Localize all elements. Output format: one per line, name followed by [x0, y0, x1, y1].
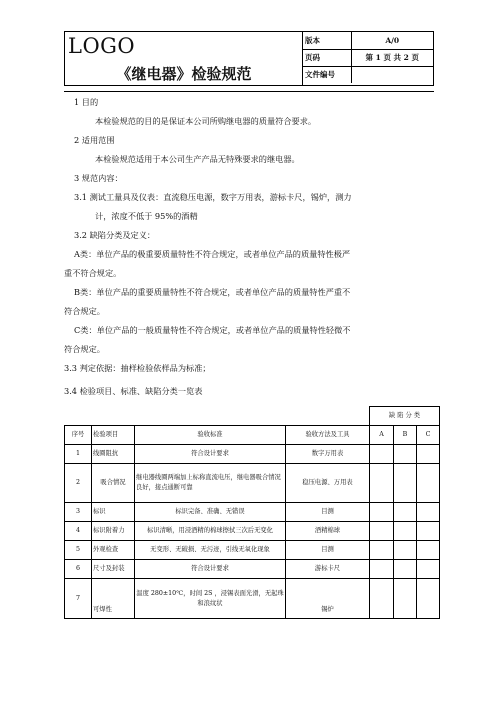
row-item: 吸合情况: [92, 464, 135, 503]
meta-row-doc-number: [303, 66, 433, 83]
row-no: 1: [65, 445, 92, 464]
meta-row-version: [303, 32, 433, 49]
row-standard: 符合设计要求: [135, 560, 286, 579]
row-method: 锡炉: [286, 579, 370, 619]
meta-label: 版本: [303, 32, 351, 49]
class-a-line-2: 重不符合规定。: [64, 268, 122, 278]
section-3-heading: 3 规范内容：: [74, 173, 123, 183]
table-row: [65, 464, 440, 503]
section-1-body: 本检验规范的目的是保证本公司所购继电器的质量符合要求。: [95, 116, 317, 126]
row-no: 3: [65, 503, 92, 522]
col-header-a: A: [370, 426, 394, 445]
row-item: 线圈阻抗: [92, 445, 135, 464]
meta-value: A/0: [351, 32, 433, 49]
table-row: [65, 560, 440, 579]
header-meta-table: [303, 32, 433, 83]
row-standard: 标识完备、准确、无错误: [135, 503, 286, 522]
row-class-b: [394, 579, 417, 619]
row-class-b: [394, 503, 417, 522]
document-title: 《继电器》检验规范: [116, 65, 252, 83]
row-method: 目测: [286, 503, 370, 522]
row-item: 标识: [92, 503, 135, 522]
row-method: 游标卡尺: [286, 560, 370, 579]
meta-value: [351, 66, 433, 83]
col-header-c: C: [417, 426, 440, 445]
row-item: 外观检查: [92, 541, 135, 560]
row-standard: 无变形、无破损、无污迹，引线无氧化现象: [135, 541, 286, 560]
section-3-1-line-2: 计，浓度不低于 95%的酒精: [95, 211, 198, 221]
company-logo: LOGO: [68, 34, 136, 58]
row-class-a: [370, 445, 394, 464]
table-row: [65, 503, 440, 522]
table-defect-header-row: [65, 407, 440, 426]
row-class-c: [417, 522, 440, 541]
class-a-line-1: A类：单位产品的极重要质量特性不符合规定，或者单位产品的质量特性极严: [74, 249, 351, 259]
row-class-b: [394, 464, 417, 503]
col-header-no: 序号: [65, 426, 92, 445]
inspection-table: [64, 406, 440, 619]
class-c-line-1: C类：单位产品的一般质量特性不符合规定，或者单位产品的质量特性轻微不: [74, 325, 351, 335]
row-method: 目测: [286, 541, 370, 560]
row-item: 尺寸及封装: [92, 560, 135, 579]
row-no: 4: [65, 522, 92, 541]
row-standard: 继电器线圈两端加上标称直流电压，继电器吸合情况良好，接点通断可靠: [135, 464, 286, 503]
row-class-c: [417, 560, 440, 579]
table-column-header-row: [65, 426, 440, 445]
row-standard: 标识清晰，用浸酒精的棉球擦拭三次后无变化: [135, 522, 286, 541]
row-standard: 符合设计要求: [135, 445, 286, 464]
row-method: 酒精棉球: [286, 522, 370, 541]
class-b-line-2: 符合规定。: [64, 306, 105, 316]
col-header-standard: 验收标准: [135, 426, 286, 445]
class-b-line-1: B类：单位产品的重要质量特性不符合规定，或者单位产品的质量特性严重不: [74, 287, 351, 297]
section-3-3: 3.3 判定依据：抽样检验依样品为标准；: [64, 363, 211, 373]
row-class-b: [394, 541, 417, 560]
row-class-a: [370, 579, 394, 619]
blank-cell: [65, 407, 370, 426]
row-no: 6: [65, 560, 92, 579]
section-3-1-line-1: 3.1 测试工量具及仪表：直流稳压电源，数字万用表，游标卡尺，锡炉，测力: [74, 192, 352, 202]
col-header-b: B: [394, 426, 417, 445]
row-class-a: [370, 503, 394, 522]
table-row: [65, 445, 440, 464]
row-class-b: [394, 522, 417, 541]
row-class-c: [417, 503, 440, 522]
row-class-a: [370, 464, 394, 503]
meta-row-page: [303, 49, 433, 66]
section-1-heading: 1 目的: [74, 97, 99, 107]
row-method: 数字万用表: [286, 445, 370, 464]
header-title-cell: [65, 32, 303, 85]
table-row: [65, 579, 440, 619]
meta-value: 第 1 页 共 2 页: [351, 49, 433, 66]
header-divider: [64, 91, 434, 92]
section-3-4: 3.4 检验项目、标准、缺陷分类一览表: [64, 386, 203, 396]
row-class-b: [394, 445, 417, 464]
row-class-a: [370, 560, 394, 579]
class-c-line-2: 符合规定。: [64, 344, 105, 354]
row-standard: 温度 280±10℃，时间 2S ，浸锡表面光滑，无起珠和浪纹状: [135, 579, 286, 619]
row-class-c: [417, 541, 440, 560]
col-header-item: 检验项目: [92, 426, 135, 445]
row-item: 可焊性: [92, 579, 135, 619]
table-row: [65, 522, 440, 541]
row-class-a: [370, 541, 394, 560]
row-class-b: [394, 560, 417, 579]
row-no: 5: [65, 541, 92, 560]
section-2-heading: 2 适用范围: [74, 135, 115, 145]
defect-class-header: 缺 陷 分 类: [370, 407, 440, 426]
row-no: 2: [65, 464, 92, 503]
section-3-2-heading: 3.2 缺陷分类及定义：: [74, 230, 156, 240]
row-class-a: [370, 522, 394, 541]
section-2-body: 本检验规范适用于本公司生产产品无特殊要求的继电器。: [95, 154, 300, 164]
row-class-c: [417, 464, 440, 503]
col-header-method: 验收方法及工具: [286, 426, 370, 445]
row-item: 标识附着力: [92, 522, 135, 541]
meta-label: 页码: [303, 49, 351, 66]
table-row: [65, 541, 440, 560]
row-class-c: [417, 445, 440, 464]
document-header: [64, 31, 434, 86]
meta-label: 文件编号: [303, 66, 351, 83]
row-no: 7: [65, 579, 92, 619]
row-method: 稳压电源、万用表: [286, 464, 370, 503]
row-class-c: [417, 579, 440, 619]
